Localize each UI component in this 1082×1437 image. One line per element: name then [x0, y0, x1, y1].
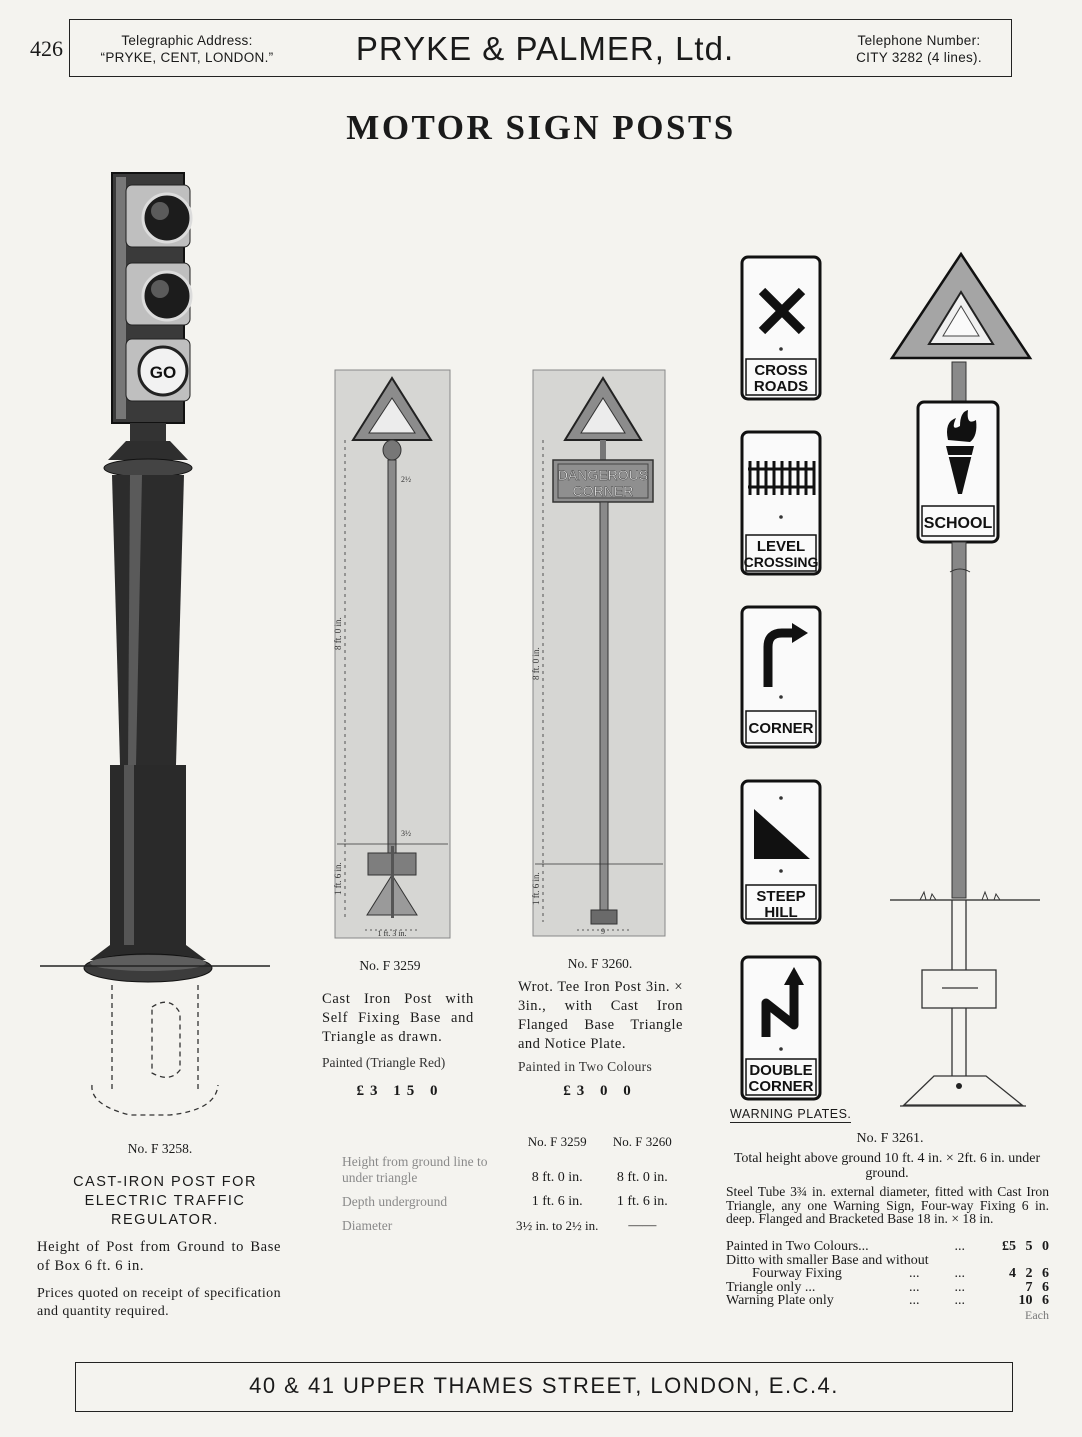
price-label: Ditto with smaller Base and without	[726, 1252, 929, 1268]
warning-plate-double-corner	[742, 957, 820, 1099]
price-label: Fourway Fixing	[752, 1266, 842, 1281]
telegraphic-label: Telegraphic Address:	[121, 33, 253, 48]
price-value: 7 6	[1025, 1279, 1049, 1295]
price-dots: ... ...	[909, 1266, 965, 1281]
price-dots: ... ...	[909, 1293, 965, 1308]
go-lamp-label: GO	[149, 363, 177, 382]
price-label: Warning Plate only	[726, 1293, 834, 1308]
plate-text: CROSS	[754, 362, 808, 379]
plate-text: HILL	[764, 904, 798, 921]
table-header-cell	[338, 1132, 512, 1152]
price-row	[726, 1240, 1049, 1254]
item-3261-number: No. F 3261.	[856, 1131, 924, 1146]
item-3261-description: Steel Tube 3¾ in. external diameter, fitted with Cast Iron Triangle, any one Warning Sign, Four-way Fixing 6 in. deep. Flanged and Bracketed Base 18 in. × 18 in.	[726, 1184, 1049, 1227]
table-header-cell: No. F 3260	[612, 1134, 672, 1149]
page-number: 426	[30, 36, 63, 61]
traffic-signal-illustration	[30, 165, 290, 1125]
item-3258-heading: CAST-IRON POST FOR ELECTRIC TRAFFIC REGULATOR.	[73, 1174, 257, 1228]
plate-text: STEEP	[756, 888, 806, 905]
item-3261-price-list	[726, 1240, 1049, 1323]
company-name: PRYKE & PALMER, Ltd.	[355, 30, 735, 67]
table-row-label: Height from ground line to under triangle	[342, 1154, 488, 1185]
price-row	[726, 1281, 1049, 1295]
item-3259-bottom-diameter: 3½	[401, 829, 411, 838]
plate-text: CROSSING	[743, 554, 819, 570]
telephone-number	[830, 32, 1008, 66]
item-3260-depth-mark: 1 ft. 6 in.	[531, 872, 541, 905]
item-3260-height-mark: 8 ft. 0 in.	[531, 647, 541, 680]
price-row	[726, 1267, 1049, 1281]
item-3260-number: No. F 3260.	[567, 956, 633, 971]
table-cell: 1 ft. 6 in.	[531, 1194, 583, 1209]
table-row	[338, 1188, 682, 1212]
item-3261-illustration	[890, 250, 1040, 1112]
school-warning-plate	[918, 402, 998, 542]
page-title: MOTOR SIGN POSTS	[346, 108, 736, 147]
item-3258-number: No. F 3258.	[127, 1141, 193, 1156]
warning-plate-level-crossing	[742, 432, 820, 574]
warning-plates-caption: WARNING PLATES.	[730, 1107, 852, 1121]
footer-address: 40 & 41 UPPER THAMES STREET, LONDON, E.C.4.	[249, 1373, 839, 1398]
table-cell: ——	[628, 1218, 657, 1233]
price-value: 4 2 6	[1009, 1266, 1049, 1281]
table-header-cell: No. F 3259	[527, 1134, 587, 1149]
item-3258-height: Height of Post from Ground to Base of Box 6 ft. 6 in.	[37, 1239, 281, 1274]
item-3260-description: Wrot. Tee Iron Post 3in. × 3in., with Cast Iron Flanged Base Triangle and Notice Plate.	[518, 979, 683, 1052]
price-dots: ... ...	[909, 1279, 965, 1295]
telephone-value: CITY 3282 (4 lines).	[856, 50, 982, 65]
plate-text: CORNER	[748, 1078, 814, 1095]
table-row	[338, 1152, 682, 1188]
warning-plate-cross-roads	[742, 257, 820, 399]
price-value: £5 5 0	[1002, 1239, 1049, 1254]
item-3260-base-mark: 9	[601, 927, 605, 936]
item-3260-drawing	[533, 370, 665, 936]
telegraphic-value: “PRYKE, CENT, LONDON.”	[100, 50, 274, 65]
item-3259-depth-mark: 1 ft. 6 in.	[333, 862, 343, 895]
plate-text: ROADS	[753, 378, 809, 395]
telephone-label: Telephone Number:	[857, 33, 981, 48]
table-cell: 1 ft. 6 in.	[616, 1194, 668, 1209]
table-row-label: Diameter	[342, 1218, 393, 1233]
item-3259-base-mark: 1 ft. 3 in.	[377, 929, 407, 938]
table-cell: 8 ft. 0 in.	[531, 1170, 583, 1185]
school-plate-text: SCHOOL	[923, 515, 993, 532]
plate-text: DOUBLE	[749, 1062, 813, 1079]
warning-plate-steep-hill	[742, 781, 820, 923]
warning-plates-column	[738, 255, 832, 1105]
price-row	[726, 1294, 1049, 1308]
price-label: Triangle only ...	[726, 1279, 816, 1295]
table-header-row	[338, 1132, 682, 1152]
item-3259-drawing	[335, 370, 450, 938]
telegraphic-address	[82, 32, 292, 66]
price-label: Painted in Two Colours...	[726, 1239, 869, 1254]
plate-text: LEVEL	[756, 538, 806, 555]
plate-text: CORNER	[748, 720, 814, 737]
warning-plate-corner	[742, 607, 820, 747]
item-3259-height-mark: 8 ft. 0 in.	[333, 617, 343, 650]
table-row-label: Depth underground	[342, 1194, 448, 1209]
price-dots: ...	[954, 1239, 965, 1254]
item-3260-painted: Painted in Two Colours	[518, 1059, 653, 1074]
item-3259-painted: Painted (Triangle Red)	[322, 1055, 446, 1070]
table-row	[338, 1212, 682, 1236]
table-cell: 8 ft. 0 in.	[616, 1170, 668, 1185]
item-3260-price: £3 0 0	[563, 1083, 637, 1099]
price-row	[726, 1254, 1049, 1268]
notice-plate-line1: DANGEROUS	[557, 467, 649, 483]
table-cell: 3½ in. to 2½ in.	[516, 1218, 599, 1233]
dimensions-table	[338, 1132, 682, 1236]
item-3259-top-diameter: 2½	[401, 475, 411, 484]
price-value: 10 6	[1018, 1293, 1049, 1308]
notice-plate-line2: CORNER	[572, 483, 634, 499]
item-3258-prices-note: Prices quoted on receipt of specification and quantity required.	[37, 1286, 281, 1319]
item-3259-description: Cast Iron Post with Self Fixing Base and Triangle as drawn.	[322, 991, 474, 1045]
item-3261-total-height: Total height above ground 10 ft. 4 in. × 2ft. 6 in. under ground.	[733, 1151, 1041, 1181]
item-3259-number: No. F 3259	[359, 958, 421, 973]
price-each: Each	[1025, 1307, 1049, 1322]
item-3259-price: £3 15 0	[356, 1083, 444, 1099]
